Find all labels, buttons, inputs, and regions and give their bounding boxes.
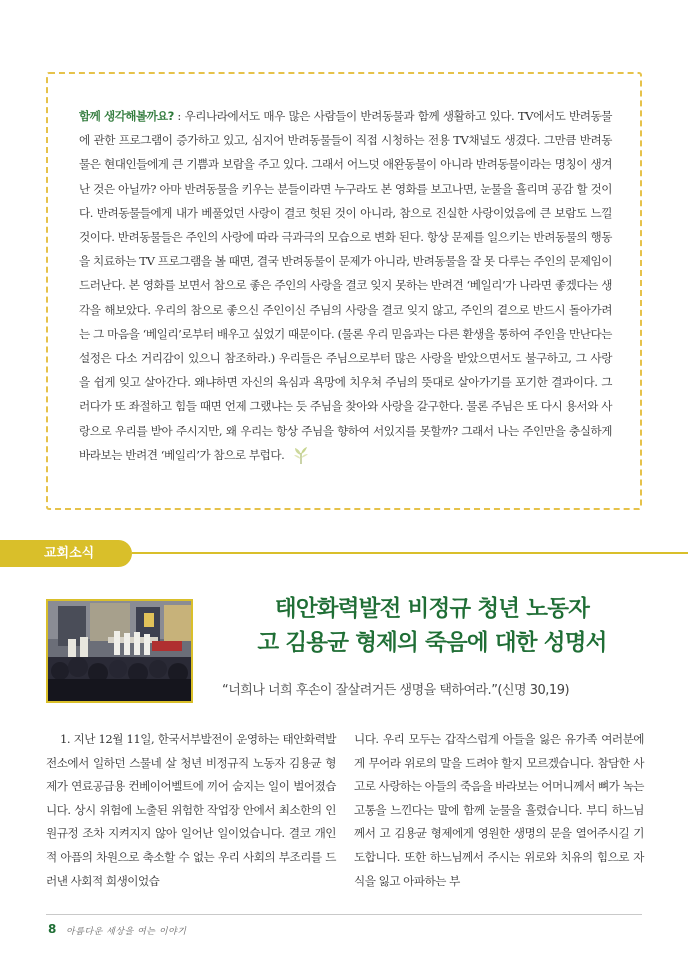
reflection-lead: 함께 생각해볼까요?: [79, 109, 174, 123]
scripture-quote: “너희나 너희 후손이 잘살려거든 생명을 택하여라.”(신명 30,19): [222, 683, 570, 698]
article-column-right: 니다. 우리 모두는 갑작스럽게 아들을 잃은 유가족 여러분에게 무어라 위로의 말을 드려야 할지 모르겠습니다. 참담한 사고로 사랑하는 아들의 죽음을 바라보는 어머니께서 뼈가 녹는 고통을 느낀다는 말에 함께 눈물을 흘렸습니다. 부디 하느님께서 고 김용균 형제에게 영원한 생명의 문을 열어주시길 기도합니다. 또한 하느님께서 주시는 위로와 치유의 힘으로 자식을 잃고 아파하는 부: [354, 732, 644, 888]
reflection-box: [46, 72, 642, 510]
sprout-icon: [290, 445, 312, 465]
page-number: 8: [48, 922, 57, 936]
article-column-left: 1. 지난 12월 11일, 한국서부발전이 운영하는 태안화력발전소에서 일하던 스물네 살 청년 비정규직 노동자 김용균 형제가 연료공급용 컨베이어벨트에 끼어 숨지는 일이 벌어졌습니다. 상시 위험에 노출된 위험한 작업장 안에서 최소한의 인원규정 조차 지켜지지 않아 일어난 일이었습니다. 결코 개인적 아픔의 차원으로 축소할 수 없는 우리 사회의 부조리를 드러낸 사회적 희생이었습: [46, 732, 336, 888]
reflection-body: : 우리나라에서도 매우 많은 사람들이 반려동물과 함께 생활하고 있다. TV에서도 반려동물에 관한 프로그램이 증가하고 있고, 심지어 반려동물들이 직접 시청하는 전용 TV채널도 생겼다. 그만큼 반려동물은 현대인들에게 큰 기쁨과 보람을 주고 있다. 그래서 어느덧 애완동물이 아니라 반려동물이라는 명칭이 생겨난 것은 아닐까? 아마 반려동물을 키우는 분들이라면 누구라도 본 영화를 보고나면, 눈물을 흘리며 공감 할 것이다. 반려동물들에게 내가 베풀었던 사랑이 결코 헛된 것이 아니라, 참으로 진실한 사랑이었음에 큰 보람도 느낄 것이다. 반려동물들은 주인의 사랑에 따라 극과극의 모습으로 변화 된다. 항상 문제를 일으키는 반려동물의 행동을 치료하는 TV 프로그램을 볼 때면, 결국 반려동물이 문제가 아니라, 반려동물을 잘 못 다루는 주인의 문제임이 드러난다. 본 영화를 보면서 참으로 좋은 주인의 사랑을 결코 잊지 못하는 반려견 ‘베일리’가 나라면 좋겠다는 생각을 해보았다. 우리의 참으로 좋으신 주인이신 주님의 사랑을 결코 잊지 않고, 주인의 곁으로 반드시 돌아가려는 그 마음을 ‘베일리’로부터 배우고 싶었기 때문이다. (물론 우리 믿음과는 다른 환생을 통하여 주인을 만난다는 설정은 다소 거리감이 있으니 참조하라.) 우리들은 주님으로부터 많은 사랑을 받았으면서도 불구하고, 그 사랑을 쉽게 잊고 살아간다. 왜냐하면 자신의 육심과 욕망에 치우쳐 주님의 뜻대로 살아가기를 포기한 결과이다. 그러다가 또 좌절하고 힘들 때면 언제 그랬냐는 듯 주님을 찾아와 사랑을 갈구한다. 물론 주님은 또 다시 용서와 사랑으로 우리를 받아 주시지만, 왜 우리는 항상 주님을 향하여 서있지를 못할까? 그래서 나는 주인만을 충실하게 바라보는 반려견 ‘베일리’가 참으로 부럽다.: [79, 109, 613, 462]
section-tab-church-news: 교회소식: [0, 540, 132, 567]
headline-line-1: 태안화력발전 비정규 청년 노동자: [274, 596, 590, 622]
footer-divider: [46, 914, 642, 915]
reflection-text: [79, 104, 612, 467]
article-photo: [46, 599, 193, 703]
footer-tagline: 아름다운 세상을 여는 이야기: [66, 927, 187, 937]
section-divider: [132, 552, 688, 554]
article-headline: [208, 592, 656, 660]
headline-line-2: 고 김용균 형제의 죽음에 대한 성명서: [257, 630, 607, 656]
